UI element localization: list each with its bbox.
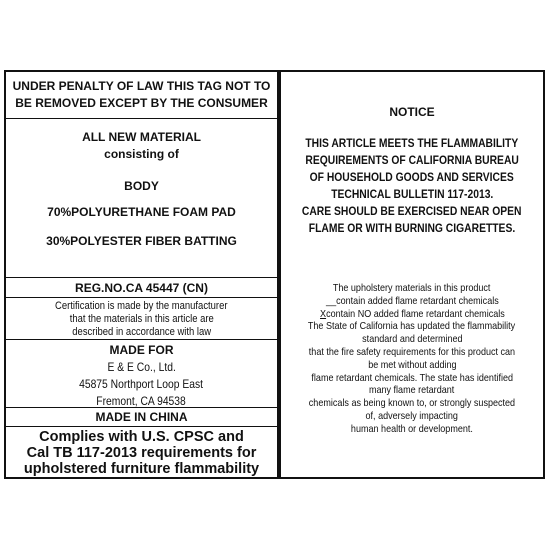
divider	[6, 426, 277, 427]
upholstery-intro: The upholstery materials in this product	[333, 282, 491, 294]
option-mark-selected: X	[319, 307, 326, 320]
address-line: Fremont, CA 94538	[96, 394, 187, 408]
made-for-label: MADE FOR	[109, 343, 174, 357]
consisting-of: consisting of	[104, 147, 179, 161]
origin: MADE IN CHINA	[95, 410, 188, 424]
notice-line: FLAME OR WITH BURNING CIGARETTES.	[308, 221, 516, 235]
address-line: 45875 Northport Loop East	[79, 377, 204, 391]
notice-body	[281, 135, 543, 237]
notice-title: NOTICE	[389, 105, 435, 119]
state-text-line: chemicals as being known to, or strongly suspected	[308, 397, 516, 410]
divider	[6, 297, 277, 298]
compliance-statement	[6, 429, 277, 477]
reg-number: REG.NO.CA 45447 (CN)	[75, 281, 208, 295]
state-text-line: many flame retardant	[369, 384, 455, 397]
company-name: E & E Co., Ltd.	[107, 360, 176, 374]
option-mark: __	[325, 294, 336, 307]
certification-line: that the materials in this article are	[69, 313, 214, 325]
certification-line: described in accordance with law	[72, 326, 211, 338]
state-text-line: flame retardant chemicals. The state has identified	[311, 371, 513, 384]
notice-line: OF HOUSEHOLD GOODS AND SERVICES	[309, 170, 515, 184]
content-line-2: 30%POLYESTER FIBER BATTING	[46, 234, 237, 248]
option-added-chemicals: __contain added flame retardant chemicals	[325, 294, 499, 307]
option-no-added-chemicals: Xcontain NO added flame retardant chemicals	[319, 307, 505, 320]
notice-line: REQUIREMENTS OF CALIFORNIA BUREAU	[305, 153, 519, 167]
state-text-line: that the fire safety requirements for this product can	[308, 345, 516, 358]
divider	[6, 407, 277, 408]
state-text-line: be met without adding	[367, 358, 457, 371]
notice-line: CARE SHOULD BE EXERCISED NEAR OPEN	[302, 204, 522, 218]
right-panel	[279, 70, 545, 479]
manufacturer-section	[6, 342, 277, 410]
law-tag	[4, 70, 545, 479]
divider	[6, 277, 277, 278]
divider	[6, 339, 277, 340]
state-text-line: human health or development.	[351, 422, 473, 435]
material-section	[6, 129, 277, 163]
left-panel	[4, 70, 279, 479]
compliance-line: Cal TB 117-2013 requirements for	[26, 445, 257, 461]
body-label: BODY	[124, 179, 159, 193]
warning-line: UNDER PENALTY OF LAW THIS TAG NOT TO	[12, 79, 271, 93]
state-text-line: standard and determined	[361, 333, 463, 346]
state-text-line: of, adversely impacting	[365, 409, 459, 422]
warning-section	[6, 78, 277, 112]
state-text-line: The State of California has updated the flammability	[308, 320, 516, 333]
material-heading: ALL NEW MATERIAL	[82, 130, 201, 144]
warning-line: BE REMOVED EXCEPT BY THE CONSUMER	[15, 96, 268, 110]
divider	[6, 118, 277, 119]
certification-statement	[6, 300, 277, 339]
content-line-1: 70%POLYURETHANE FOAM PAD	[47, 205, 236, 219]
notice-line: TECHNICAL BULLETIN 117-2013.	[330, 187, 494, 201]
certification-line: Certification is made by the manufacturer	[55, 300, 228, 312]
notice-line: THIS ARTICLE MEETS THE FLAMMABILITY	[305, 136, 519, 150]
compliance-line: Complies with U.S. CPSC and	[39, 429, 244, 445]
upholstery-disclosure	[281, 282, 543, 436]
compliance-line: upholstered furniture flammability	[23, 461, 260, 477]
